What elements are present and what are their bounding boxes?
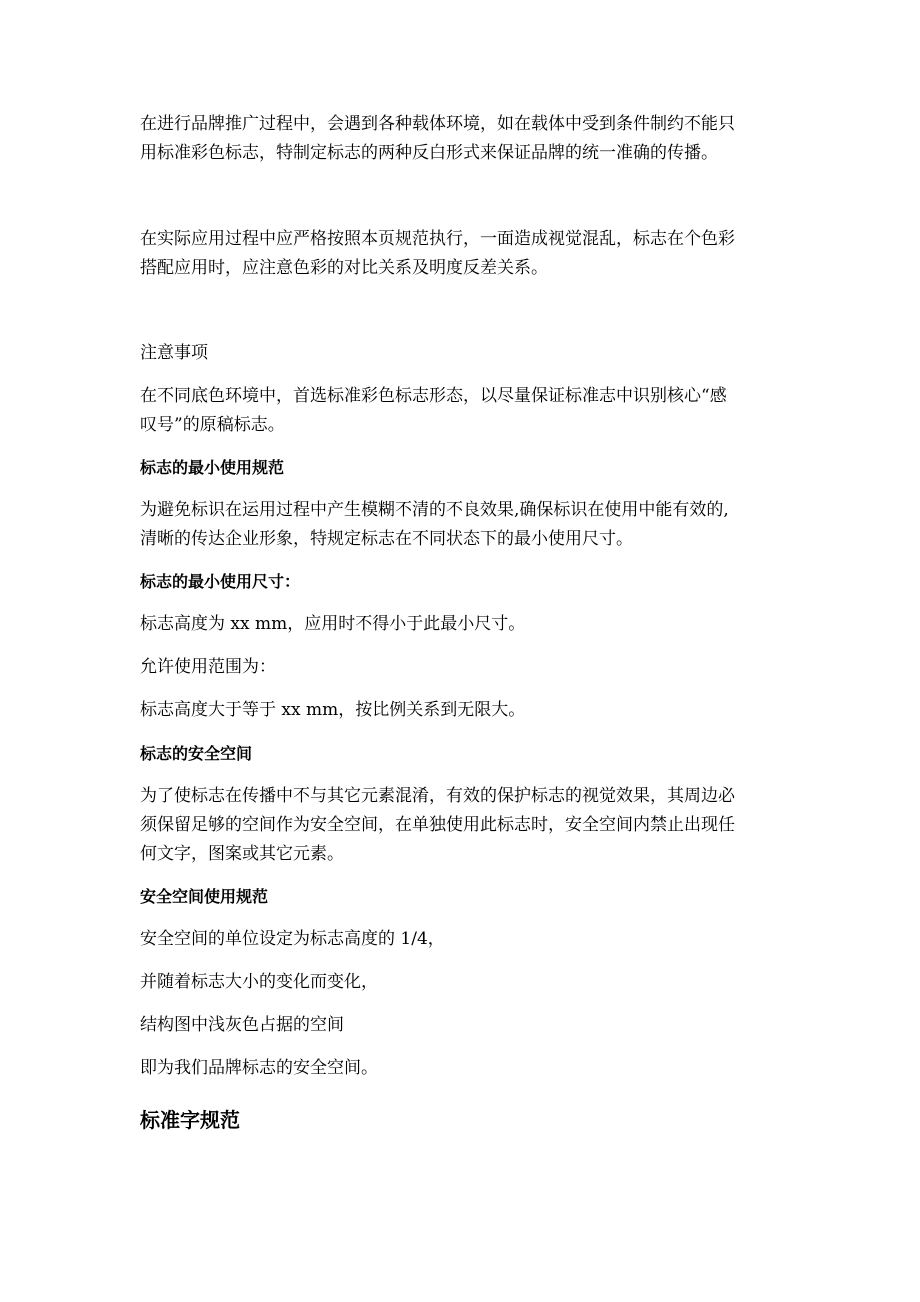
safe-rule-2: 并随着标志大小的变化而变化， — [140, 972, 378, 992]
allowed-range-label: 允许使用范围为： — [140, 657, 276, 677]
application-paragraph — [140, 225, 800, 283]
min-size-text: 标志高度为 xx mm，应用时不得小于此最小尺寸。 — [140, 614, 526, 634]
intro-line-2: 用标准彩色标志，特制定标志的两种反白形式来保证品牌的统一准确的传播。 — [140, 143, 718, 163]
section-heading: 标准字规范 — [140, 1108, 240, 1132]
min-usage-paragraph — [140, 496, 800, 554]
safe-space-line-2: 须保留足够的空间作为安全空间，在单独使用此标志时，安全空间内禁止出现任 — [140, 815, 735, 835]
intro-paragraph — [140, 110, 800, 168]
notes-line-2: 叹号”的原稿标志。 — [140, 415, 285, 435]
application-line-2: 搭配应用时，应注意色彩的对比关系及明度反差关系。 — [140, 258, 548, 278]
safe-space-heading: 标志的安全空间 — [140, 744, 253, 763]
notes-paragraph — [140, 382, 800, 440]
safe-rule-3: 结构图中浅灰色占据的空间 — [140, 1015, 344, 1035]
safe-rules-heading: 安全空间使用规范 — [140, 887, 269, 906]
min-usage-heading: 标志的最小使用规范 — [140, 458, 285, 477]
allowed-range-text: 标志高度大于等于 xx mm，按比例关系到无限大。 — [140, 700, 526, 720]
notes-title: 注意事项 — [140, 343, 208, 363]
safe-space-line-1: 为了使标志在传播中不与其它元素混淆，有效的保护标志的视觉效果，其周边必 — [140, 786, 735, 806]
safe-space-paragraph — [140, 782, 800, 869]
notes-line-1: 在不同底色环境中，首选标准彩色标志形态，以尽量保证标准志中识别核心“感 — [140, 386, 727, 406]
application-line-1: 在实际应用过程中应严格按照本页规范执行，一面造成视觉混乱，标志在个色彩 — [140, 229, 735, 249]
min-size-heading: 标志的最小使用尺寸： — [140, 572, 301, 591]
safe-space-line-3: 何文字，图案或其它元素。 — [140, 844, 344, 864]
safe-rule-1: 安全空间的单位设定为标志高度的 1/4， — [140, 929, 445, 949]
min-usage-line-1: 为避免标识在运用过程中产生模糊不清的不良效果,确保标识在使用中能有效的, — [140, 500, 729, 520]
safe-rule-4: 即为我们品牌标志的安全空间。 — [140, 1058, 378, 1078]
intro-line-1: 在进行品牌推广过程中，会遇到各种载体环境，如在载体中受到条件制约不能只 — [140, 114, 735, 134]
min-usage-line-2: 清晰的传达企业形象，特规定标志在不同状态下的最小使用尺寸。 — [140, 529, 633, 549]
